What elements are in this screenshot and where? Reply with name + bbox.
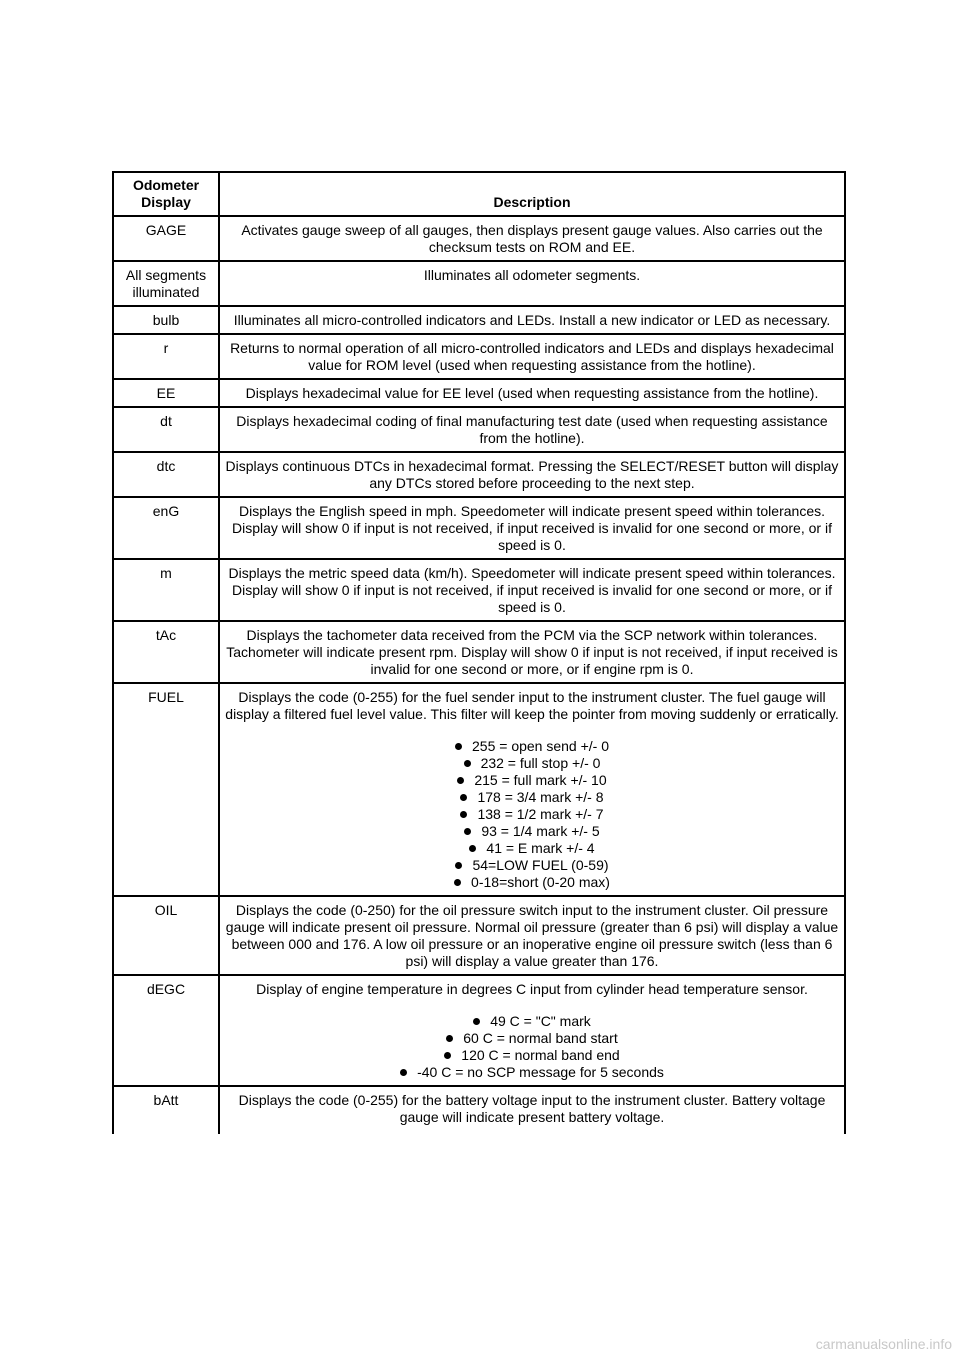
table-body xyxy=(113,216,845,1134)
odometer-display-table xyxy=(112,171,846,1134)
bullet-icon xyxy=(400,1069,407,1076)
bullet-item xyxy=(222,1013,842,1030)
bullet-item xyxy=(222,874,842,891)
odometer-display-cell: FUEL xyxy=(113,683,219,896)
description-cell xyxy=(219,683,845,896)
bullet-item xyxy=(222,755,842,772)
bullet-text: 54=LOW FUEL (0-59) xyxy=(472,857,609,873)
odometer-display-cell: bulb xyxy=(113,306,219,334)
table-row xyxy=(113,379,845,407)
description-cell xyxy=(219,216,845,261)
odometer-display-cell: All segments illuminated xyxy=(113,261,219,306)
description-text: Displays the code (0-250) for the oil pressure switch input to the instrument cluster. Oil pressure gauge will indicate present oil pressure. Normal oil pressure (greater than 6 psi) will display a value between 000 and 176. A low oil pressure or an inoperative engine oil pressure switch (less than 6 psi) will display a value greater than 176. xyxy=(225,902,839,969)
bullet-icon xyxy=(455,743,462,750)
bullet-text: 138 = 1/2 mark +/- 7 xyxy=(477,806,604,822)
description-cell xyxy=(219,497,845,559)
odometer-display-cell: m xyxy=(113,559,219,621)
bullet-item xyxy=(222,857,842,874)
bullet-text: 215 = full mark +/- 10 xyxy=(474,772,607,788)
description-text: Displays the English speed in mph. Speedometer will indicate present speed within tolerances. Display will show 0 if input is not received, if input received is invalid for one second or more, or if speed is 0. xyxy=(232,503,832,553)
bullet-item xyxy=(222,738,842,755)
table-row xyxy=(113,452,845,497)
description-text: Activates gauge sweep of all gauges, then displays present gauge values. Also carries out the checksum tests on ROM and EE. xyxy=(241,222,823,255)
bullet-list xyxy=(222,1013,842,1081)
table-row xyxy=(113,261,845,306)
description-text: Displays continuous DTCs in hexadecimal format. Pressing the SELECT/RESET button will display any DTCs stored before proceeding to the next step. xyxy=(225,458,839,491)
bullet-text: 0-18=short (0-20 max) xyxy=(471,874,610,890)
odometer-display-cell: tAc xyxy=(113,621,219,683)
odometer-display-cell: dtc xyxy=(113,452,219,497)
header-description: Description xyxy=(219,172,845,216)
bullet-icon xyxy=(464,828,471,835)
bullet-icon xyxy=(460,811,467,818)
description-text: Illuminates all odometer segments. xyxy=(423,267,641,283)
table-row xyxy=(113,407,845,452)
bullet-icon xyxy=(473,1018,480,1025)
bullet-icon xyxy=(464,760,471,767)
description-text: Returns to normal operation of all micro-controlled indicators and LEDs and displays hexadecimal value for ROM level (used when requesting assistance from the hotline). xyxy=(230,340,834,373)
description-cell xyxy=(219,896,845,975)
table-row xyxy=(113,896,845,975)
table-row xyxy=(113,975,845,1086)
description-text: Displays the tachometer data received from the PCM via the SCP network within tolerances. Tachometer will indicate present rpm. Display will show 0 if input is not received, if input received is invalid for one second or more, or if engine rpm is 0. xyxy=(226,627,838,677)
description-cell xyxy=(219,1086,845,1134)
description-cell xyxy=(219,261,845,306)
bullet-item xyxy=(222,789,842,806)
bullet-text: 49 C = "C" mark xyxy=(490,1013,591,1029)
table-row xyxy=(113,334,845,379)
bullet-item xyxy=(222,1030,842,1047)
description-text: Displays the code (0-255) for the fuel sender input to the instrument cluster. The fuel gauge will display a filtered fuel level value. This filter will keep the pointer from moving suddenly or erratically. xyxy=(225,689,839,722)
bullet-text: 255 = open send +/- 0 xyxy=(472,738,609,754)
table-header-row xyxy=(113,172,845,216)
description-text: Illuminates all micro-controlled indicators and LEDs. Install a new indicator or LED as necessary. xyxy=(233,312,831,328)
bullet-text: 41 = E mark +/- 4 xyxy=(486,840,595,856)
odometer-display-cell: dEGC xyxy=(113,975,219,1086)
odometer-display-cell: dt xyxy=(113,407,219,452)
odometer-display-cell: enG xyxy=(113,497,219,559)
description-text: Display of engine temperature in degrees C input from cylinder head temperature sensor. xyxy=(256,981,808,997)
bullet-text: -40 C = no SCP message for 5 seconds xyxy=(417,1064,664,1080)
table-row xyxy=(113,621,845,683)
table-row xyxy=(113,306,845,334)
bullet-item xyxy=(222,840,842,857)
description-text: Displays the code (0-255) for the battery voltage input to the instrument cluster. Battery voltage gauge will indicate present battery voltage. xyxy=(238,1092,826,1125)
description-cell xyxy=(219,621,845,683)
bullet-item xyxy=(222,1064,842,1081)
bullet-text: 120 C = normal band end xyxy=(461,1047,620,1063)
bullet-text: 60 C = normal band start xyxy=(463,1030,618,1046)
bullet-icon xyxy=(460,794,467,801)
description-cell xyxy=(219,306,845,334)
description-cell xyxy=(219,407,845,452)
bullet-icon xyxy=(457,777,464,784)
bullet-text: 232 = full stop +/- 0 xyxy=(480,755,601,771)
watermark: carmanualsonline.info xyxy=(815,1336,952,1352)
odometer-display-cell: bAtt xyxy=(113,1086,219,1134)
bullet-text: 178 = 3/4 mark +/- 8 xyxy=(477,789,604,805)
table-row xyxy=(113,683,845,896)
table-row xyxy=(113,216,845,261)
bullet-item xyxy=(222,823,842,840)
description-text: Displays hexadecimal value for EE level (used when requesting assistance from the hotline). xyxy=(245,385,819,401)
description-cell xyxy=(219,452,845,497)
description-cell xyxy=(219,334,845,379)
odometer-display-cell: r xyxy=(113,334,219,379)
description-cell xyxy=(219,379,845,407)
odometer-display-cell: GAGE xyxy=(113,216,219,261)
bullet-icon xyxy=(444,1052,451,1059)
bullet-text: 93 = 1/4 mark +/- 5 xyxy=(481,823,600,839)
bullet-icon xyxy=(469,845,476,852)
table-row xyxy=(113,1086,845,1134)
bullet-item xyxy=(222,806,842,823)
bullet-icon xyxy=(446,1035,453,1042)
description-text: Displays hexadecimal coding of final manufacturing test date (used when requesting assistance from the hotline). xyxy=(236,413,828,446)
bullet-item xyxy=(222,772,842,789)
odometer-display-cell: OIL xyxy=(113,896,219,975)
bullet-icon xyxy=(454,879,461,886)
description-text: Displays the metric speed data (km/h). Speedometer will indicate present speed within tolerances. Display will show 0 if input is not received, if input received is invalid for one second or more, or if speed is 0. xyxy=(228,565,836,615)
bullet-icon xyxy=(455,862,462,869)
bullet-list xyxy=(222,738,842,891)
odometer-display-cell: EE xyxy=(113,379,219,407)
table-row xyxy=(113,497,845,559)
header-odometer-display: Odometer Display xyxy=(113,172,219,216)
table-row xyxy=(113,559,845,621)
bullet-item xyxy=(222,1047,842,1064)
description-cell xyxy=(219,975,845,1086)
description-cell xyxy=(219,559,845,621)
